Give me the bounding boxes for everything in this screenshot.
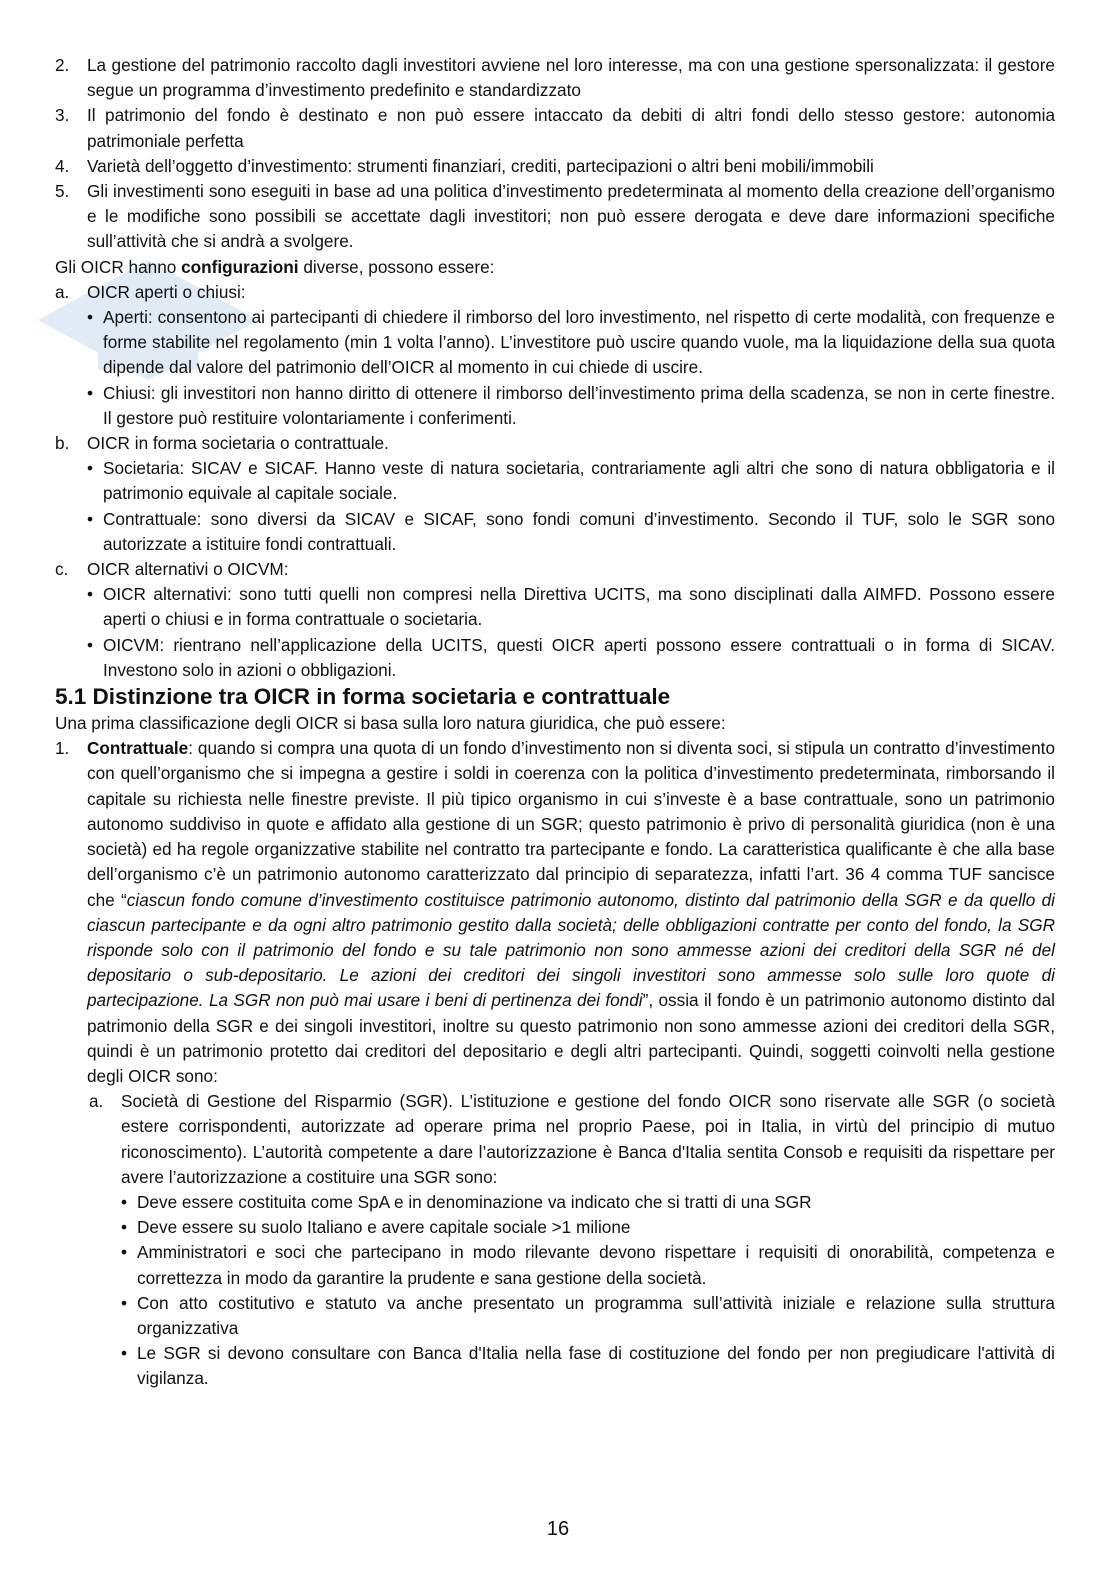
bullet-item: • Deve essere su suolo Italiano e avere capitale sociale >1 milione [121,1217,631,1238]
config-group-b [55,431,1055,557]
bullet-item: • Societaria: SICAV e SICAF. Hanno veste di natura societaria, contrariamente agli altri che sono di natura obbligatoria e il patrimonio equivale al capitale sociale. [87,458,1055,504]
bullet-item: • Le SGR si devono consultare con Banca d'Italia nella fase di costituzione del fondo per non pregiudicare l'attività di vigilanza. [121,1343,1055,1389]
list-item: 2. La gestione del patrimonio raccolto dagli investitori avviene nel loro interesse, ma con una gestione spersonalizzata: il gestore segue un programma d’investimento predefinito e standardizzato [55,55,1055,101]
group-title: a. OICR aperti o chiusi: [55,281,246,302]
bullet-item: • Con atto costitutivo e statuto va anche presentato un programma sull’attività iniziale e relazione sulla struttura organizzativa [121,1292,1055,1338]
bullet-item: • Chiusi: gli investitori non hanno diritto di ottenere il rimborso dell’investimento prima della scadenza, se non in certe finestre. Il gestore può restituire volontariamente i conferimenti. [87,382,1055,428]
bullet-item: • OICR alternativi: sono tutti quelli non compresi nella Direttiva UCITS, ma sono disciplinati dalla AIMFD. Possono essere aperti o chiusi e in forma contrattuale o societaria. [87,584,1055,630]
list-item: 3. Il patrimonio del fondo è destinato e non può essere intaccato da debiti di altri fondi dello stesso gestore: autonomia patrimoniale perfetta [55,105,1055,151]
configurazioni-intro: Gli OICR hanno configurazioni diverse, possono essere: [55,256,495,277]
document-page [55,53,1055,1392]
contrattuale-item: 1. Contrattuale: quando si compra una quota di un fondo d’investimento non si diventa soci, si stipula un contratto d’investimento con quell’organismo che si impegna a gestire i soldi in coerenza con la politica d’investimento predeterminata, rimborsando il capitale su richiesta nelle finestre previste. Il più tipico organismo in cui s’investe è a base contrattuale, sono un patrimonio autonomo suddiviso in quote e affidato alla gestione di un SGR; questo patrimonio è privo di personalità giuridica (non è una società) ed ha regole organizzative stabilite nel contratto tra partecipante e fondo. La caratteristica qualificante è che alla base dell’organismo c’è un patrimonio autonomo caratterizzato dal principio di separatezza, infatti l’art. 36 4 comma TUF sancisce che “ciascun fondo comune d’investimento costituisce patrimonio autonomo, distinto dal patrimonio della SGR e da quello di ciascun partecipante e da ogni altro patrimonio gestito dalla società; delle obbligazioni contratte per conto del fondo, la SGR risponde solo con il patrimonio del fondo e su tale patrimonio non sono ammesse azioni dei creditori della SGR né del depositario o sub-depositario. Le azioni dei creditori dei singoli investitori sono ammesse solo sulle loro quote di partecipazione. La SGR non può mai usare i beni di pertinenza dei fondi”, ossia il fondo è un patrimonio autonomo distinto dal patrimonio della SGR e dei singoli investitori, inoltre su questo patrimonio non sono ammesse azioni dei creditori della SGR, quindi è un patrimonio protetto dai creditori del depositario e degli altri partecipanti. Quindi, soggetti coinvolti nella gestione degli OICR sono: [55,738,1055,1086]
bullet-item: • Aperti: consentono ai partecipanti di chiedere il rimborso del loro investimento, nel rispetto di certe modalità, con frequenze e forme stabilite nel regolamento (min 1 volta l’anno). L’investitore può uscire quando vuole, ma la liquidazione della sua quota dipende dal valore del patrimonio dell’OICR al momento in cui chiede di uscire. [87,307,1055,378]
config-group-a [55,280,1055,431]
top-numbered-list [55,53,1055,255]
list-item: 4. Varietà dell’oggetto d’investimento: strumenti finanziari, crediti, partecipazioni o altri beni mobili/immobili [55,155,874,176]
section-intro: Una prima classificazione degli OICR si basa sulla loro natura giuridica, che può essere: [55,713,726,734]
bullet-item: • OICVM: rientrano nell’applicazione della UCITS, questi OICR aperti possono essere contrattuali o in forma di SICAV. Investono solo in azioni o obbligazioni. [87,634,1055,680]
sgr-requirements-list [55,1190,1055,1392]
page-number: 16 [546,1518,570,1540]
list-item: 5. Gli investimenti sono eseguiti in base ad una politica d’investimento predeterminata al momento della creazione dell’organismo e le modifiche sono possibili se accettate dagli investitori; non può essere derogata e deve dare informazioni specifiche sull’attività che si andrà a svolgere. [55,181,1055,252]
bullet-item: • Amministratori e soci che partecipano in modo rilevante devono rispettare i requisiti di onorabilità, competenza e correttezza in modo da garantire la prudente e sana gestione della società. [121,1242,1055,1288]
sgr-item: a. Società di Gestione del Risparmio (SGR). L’istituzione e gestione del fondo OICR sono riservate alle SGR (o società estere corrispondenti, autorizzate ad operare prima nel proprio Paese, poi in Italia, in virtù del principio di mutuo riconoscimento). L’autorità competente a dare l’autorizzazione è Banca d'Italia sentita Consob e requisiti da rispettare per avere l’autorizzazione a costituire una SGR sono: [89,1091,1055,1187]
group-title: b. OICR in forma societaria o contrattuale. [55,433,389,454]
bullet-item: • Contrattuale: sono diversi da SICAV e SICAF, sono fondi comuni d’investimento. Secondo il TUF, solo le SGR sono autorizzate a istituire fondi contrattuali. [87,508,1055,554]
group-title: c. OICR alternativi o OICVM: [55,559,289,580]
config-group-c [55,557,1055,683]
section-heading: 5.1 Distinzione tra OICR in forma societaria e contrattuale [55,684,671,710]
bullet-item: • Deve essere costituita come SpA e in denominazione va indicato che si tratti di una SGR [121,1191,812,1212]
